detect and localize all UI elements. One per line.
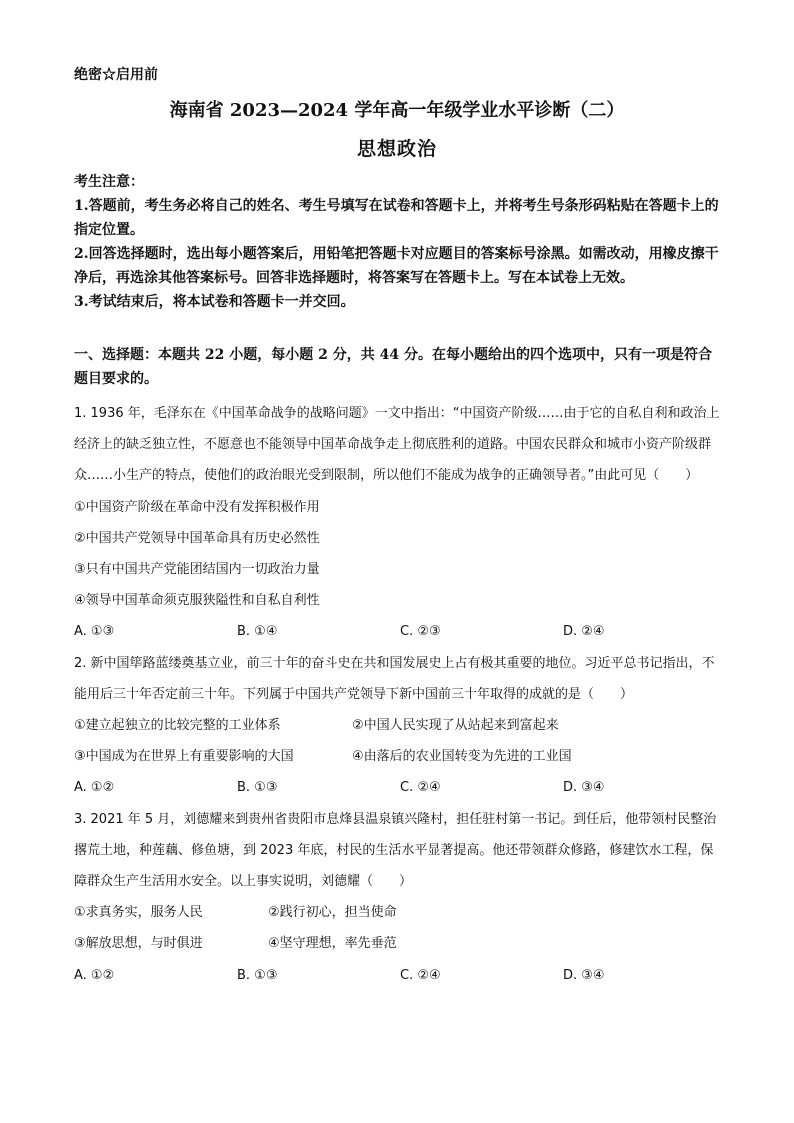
statement-option: ③只有中国共产党能团结国内一切政治力量 (74, 562, 320, 578)
notice-item: 3.考试结束后，将本试卷和答题卡一并交回。 (74, 294, 355, 310)
question-stem: 2. 新中国筚路蓝缕奠基立业，前三十年的奋斗史在共和国发展史上占有极其重要的地位。习近平总书记指出，不能用后三十年否定前三十年。下列属于中国共产党领导下新中国前三十年取得的成就的是（ ） (74, 655, 715, 702)
answer-choice-b: B. ①③ (237, 967, 278, 983)
statement-row (74, 741, 726, 772)
answer-choice-a: A. ①② (74, 967, 115, 983)
answer-choice-c: C. ②③ (400, 624, 441, 640)
statement-option: ②中国人民实现了从站起来到富起来 (352, 718, 559, 734)
notice-item: 1.答题前，考生务必将自己的姓名、考生号填写在试卷和答题卡上，并将考生号条形码粘贴在答题卡上的指定位置。 (74, 198, 719, 238)
statement-option: ②践行初心，担当使命 (268, 905, 397, 921)
question-2 (74, 648, 726, 804)
answer-choice-c: C. ②④ (400, 967, 441, 983)
answer-choice-b: B. ①③ (237, 780, 278, 796)
question-stem: 1. 1936 年，毛泽东在《中国革命战争的战略问题》一文中指出：“中国资产阶级……由于它的自私自利和政治上经济上的缺乏独立性，不愿意也不能领导中国革命战争走上彻底胜利的道路。中国农民群众和城市小资产阶级群众……小生产的特点，使他们的政治眼光受到限制，所以他们不能成为战争的正确领导者。”由此可见（ ） (74, 406, 720, 484)
notice-item: 2.回答选择题时，选出每小题答案后，用铅笔把答题卡对应题目的答案标号涂黑。如需改动，用橡皮擦干净后，再选涂其他答案标号。回答非选择题时，将答案写在答题卡上。写在本试卷上无效。 (74, 246, 719, 286)
answer-choice-d: D. ③④ (563, 780, 605, 796)
statement-row (74, 928, 726, 959)
statement-option: ④坚守理想，率先垂范 (268, 936, 397, 952)
statement-option: ②中国共产党领导中国革命具有历史必然性 (74, 530, 320, 546)
exam-title: 海南省 2023—2024 学年高一年级学业水平诊断（二） (169, 100, 625, 121)
answer-choice-b: B. ①④ (237, 624, 278, 640)
statement-option: ④由落后的农业国转变为先进的工业国 (352, 749, 572, 765)
question-stem: 3. 2021 年 5 月，刘德耀来到贵州省贵阳市息烽县温泉镇兴隆村，担任驻村第一书记。到任后，他带领村民整治撂荒土地，种莲藕、修鱼塘，到 2023 年底，村民的生活水平显著提高。他还带领群众修路，修建饮水工程，保障群众生产生活用水安全。以上事实说明，刘德耀（ ） (74, 811, 717, 890)
statement-option: ④领导中国革命须克服狭隘性和自私自利性 (74, 593, 320, 609)
statement-option: ①中国资产阶级在革命中没有发挥积极作用 (74, 499, 320, 515)
notice-heading: 考生注意： (74, 174, 144, 190)
answer-choices (74, 616, 726, 647)
answer-choice-c: C. ②④ (400, 780, 441, 796)
question-list (74, 398, 726, 991)
statement-row (74, 710, 726, 741)
question-1 (74, 398, 726, 648)
question-3 (74, 804, 726, 991)
statement-row (74, 897, 726, 928)
answer-choice-d: D. ②④ (563, 624, 605, 640)
answer-choice-a: A. ①② (74, 780, 115, 796)
section-heading: 一、选择题：本题共 22 小题，每小题 2 分，共 44 分。在每小题给出的四个选项中，只有一项是符合题目要求的。 (74, 347, 712, 387)
statement-option: ①建立起独立的比较完整的工业体系 (74, 718, 281, 734)
confidential-mark: 绝密☆启用前 (74, 67, 158, 83)
notice-list (74, 194, 724, 314)
answer-choices (74, 772, 726, 803)
statement-option: ③解放思想，与时俱进 (74, 936, 203, 952)
statement-option: ③中国成为在世界上有重要影响的大国 (74, 749, 294, 765)
subject-title: 思想政治 (356, 138, 437, 160)
answer-choice-a: A. ①③ (74, 624, 115, 640)
answer-choices (74, 960, 726, 991)
statement-option: ①求真务实，服务人民 (74, 905, 203, 921)
answer-choice-d: D. ③④ (563, 967, 605, 983)
